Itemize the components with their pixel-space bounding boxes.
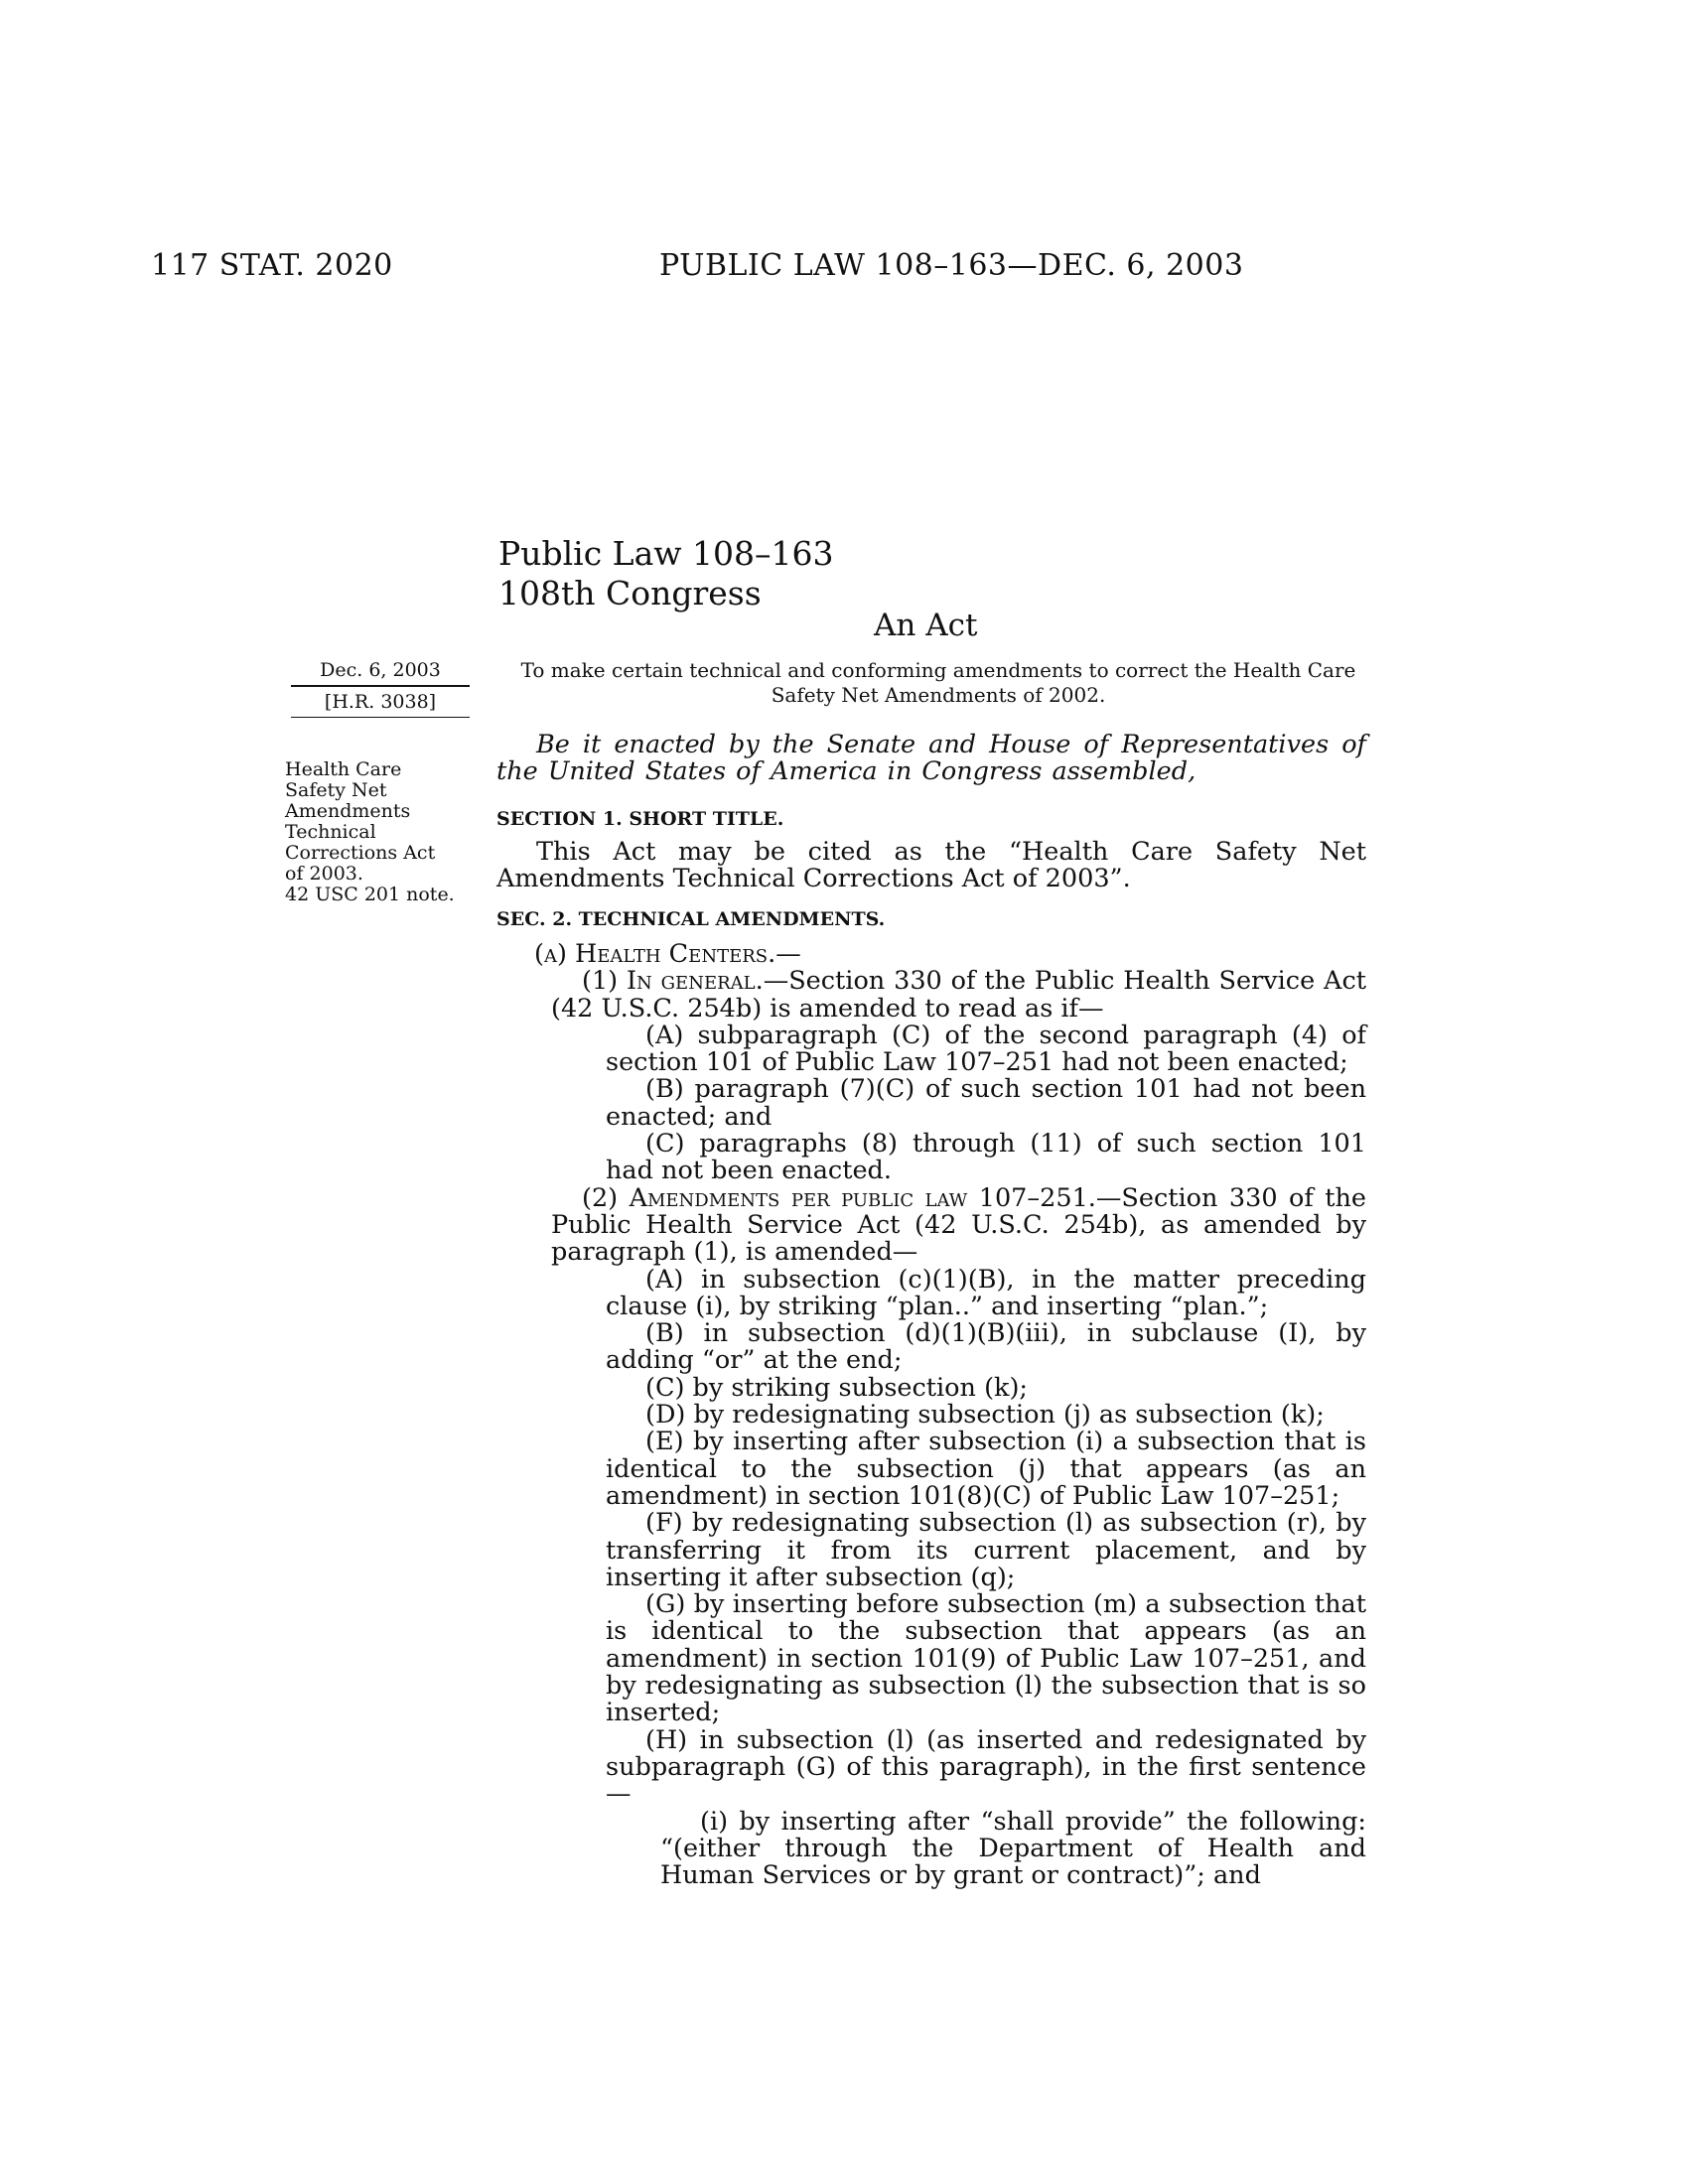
public-law-number: Public Law 108–163 [498, 534, 834, 573]
enacting-clause: Be it enacted by the Senate and House of Representatives of the United States of America in Congress assembled, [496, 730, 1366, 787]
paragraph-1-B: (B) paragraph (7)(C) of such section 101 had not been enacted; and [606, 1074, 1366, 1132]
paragraph-2 [496, 1182, 1366, 1268]
paragraph-1-C: (C) paragraphs (8) through (11) of such section 101 had not been enacted. [606, 1129, 1366, 1186]
section-2-heading: SEC. 2. TECHNICAL AMENDMENTS. [496, 908, 886, 930]
act-heading: An Act [874, 608, 978, 643]
section-2-body [496, 941, 1366, 1889]
paragraph-1 [496, 968, 1366, 1023]
margin-date: Dec. 6, 2003 [320, 659, 441, 681]
paragraph-2-H-i: (i) by inserting after “shall provide” the following: “(either through the Department of Health and Human Services or by grant or contract)”; and [660, 1806, 1366, 1891]
paragraph-2-F: (F) by redesignating subsection (l) as subsection (r), by transferring it from its current placement, and by inserting it after subsection (q); [606, 1508, 1366, 1592]
margin-note-line: Safety Net [285, 779, 387, 801]
paragraph-2-B: (B) in subsection (d)(1)(B)(iii), in subclause (I), by adding “or” at the end; [606, 1318, 1366, 1376]
margin-note-line: 42 USC 201 note. [285, 884, 455, 905]
margin-rule-bottom [291, 717, 470, 718]
margin-note-line: Corrections Act [285, 842, 436, 864]
law-title-block [498, 534, 833, 614]
paragraph-2-E: (E) by inserting after subsection (i) a subsection that is identical to the subsection (j) that appears (as an amendment) in section 101(8)(C) of Public Law 107–251; [606, 1427, 1366, 1511]
page-stat-number: 117 STAT. 2020 [151, 248, 393, 283]
paragraph-2-A: (A) in subsection (c)(1)(B), in the matter preceding clause (i), by striking “plan..” and inserting “plan.”; [606, 1264, 1366, 1321]
paragraph-2-H: (H) in subsection (l) (as inserted and redesignated by subparagraph (G) of this paragraph), in the first sentence— [606, 1724, 1366, 1810]
paragraph-2-text: —Section 330 of the Public Health Service Act (42 U.S.C. 254b), as amended by paragraph (1), is amended— [551, 1182, 1366, 1268]
margin-short-title-note [285, 759, 474, 905]
paragraph-1-A: (A) subparagraph (C) of the second paragraph (4) of section 101 of Public Law 107–251 had not been enacted; [606, 1020, 1366, 1078]
paragraph-2-label: (2) Amendments per public law 107–251. [582, 1182, 1096, 1213]
section-1-heading: SECTION 1. SHORT TITLE. [496, 808, 784, 830]
paragraph-1-label: (1) In general. [582, 966, 764, 997]
margin-rule [291, 685, 470, 687]
margin-bill-number: [H.R. 3038] [324, 691, 437, 713]
running-title: PUBLIC LAW 108–163—DEC. 6, 2003 [659, 248, 1244, 283]
congress-number: 108th Congress [498, 574, 762, 613]
margin-note-line: Health Care [285, 758, 402, 780]
paragraph-2-C: (C) by striking subsection (k); [645, 1372, 1029, 1403]
margin-note-line: of 2003. [285, 863, 363, 885]
paragraph-1-text: —Section 330 of the Public Health Service Act (42 U.S.C. 254b) is amended to read as if— [551, 966, 1366, 1024]
paragraph-2-G: (G) by inserting before subsection (m) a subsection that is identical to the subsection that appears (as an amendment) in section 101(9) of Public Law 107–251, and by redesignating as subsection (l) the subsection that is so inserted; [606, 1589, 1366, 1728]
paragraph-2-D: (D) by redesignating subsection (j) as subsection (k); [645, 1400, 1325, 1431]
subsection-a-heading: (a) Health Centers.— [534, 939, 801, 969]
margin-note-line: Amendments [285, 800, 411, 822]
section-1-text: This Act may be cited as the “Health Care Safety Net Amendments Technical Corrections Act of 2003”. [496, 837, 1366, 894]
margin-note-line: Technical [285, 821, 376, 843]
act-purpose: To make certain technical and conforming amendments to correct the Health Care Safety Net Amendments of 2002. [520, 658, 1356, 707]
